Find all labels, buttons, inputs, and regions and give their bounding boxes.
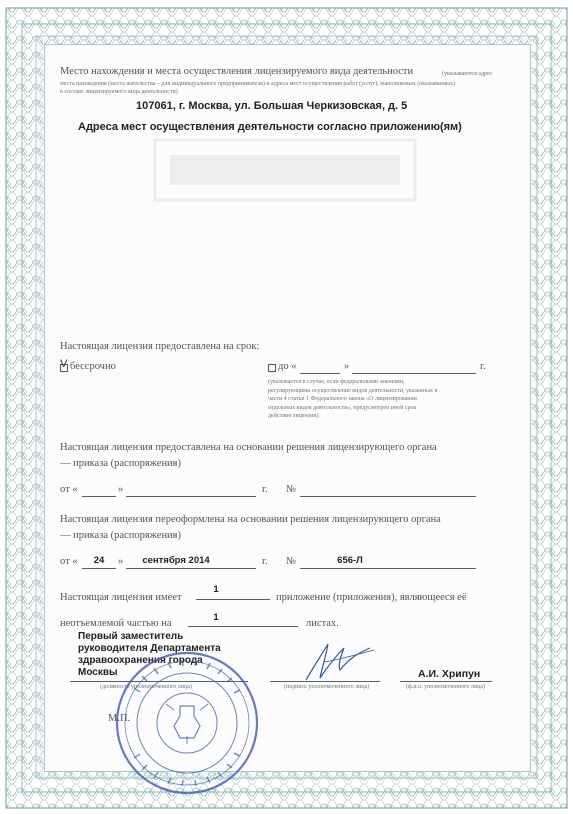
reissue-from-open: от «: [60, 556, 78, 567]
signatory-name: А.И. Хрипун: [418, 668, 481, 680]
reissue-day-line: [82, 568, 116, 569]
reissue-number-line: [300, 568, 476, 569]
reissue-line2: — приказа (распоряжения): [60, 530, 182, 541]
signature-line: [270, 681, 380, 682]
position-caption: (должность уполномоченного лица): [100, 684, 192, 690]
stamp-place-label: М.П.: [108, 713, 131, 724]
appendix-line1-pre: Настоящая лицензия имеет: [60, 592, 182, 603]
location-note-line3: в составе лицензируемого вида деятельности): [60, 89, 178, 95]
indefinite-label: бессрочно: [70, 361, 116, 372]
reissue-month-year: сентября 2014: [142, 555, 210, 566]
basis-from-close: »: [118, 484, 124, 495]
until-year-suffix: г.: [480, 361, 486, 372]
until-checkbox: [268, 364, 276, 372]
basis-from-open: от «: [60, 484, 78, 495]
check-mark: V: [60, 358, 68, 370]
position-line3: здравоохранения города: [78, 655, 203, 666]
basis-year-suffix: г.: [262, 484, 268, 495]
location-heading: Место нахождения и места осуществления лицензируемого вида деятельности: [60, 66, 414, 77]
reissue-year-suffix: г.: [262, 556, 268, 567]
license-watermark: [150, 130, 420, 210]
position-line2: руководителя Департамента: [78, 643, 221, 654]
appendix-line2-pre: неотъемлемой частью на: [60, 618, 172, 629]
basis-number-line: [300, 496, 476, 497]
official-seal: [112, 648, 262, 798]
basis-date-line: [126, 496, 256, 497]
reissue-number-sign: №: [286, 556, 297, 567]
reissue-number: 656-Л: [337, 555, 363, 566]
basis-number-sign: №: [286, 484, 297, 495]
position-line4: Москвы: [78, 667, 118, 678]
appendix-sheets: 1: [213, 612, 219, 623]
until-date-line: [352, 373, 476, 374]
basis-line1: Настоящая лицензия предоставлена на основании решения лицензирующего органа: [60, 442, 437, 453]
handwritten-signature: [300, 640, 380, 685]
attachment-note: Адреса мест осуществления деятельности согласно приложению(ям): [78, 121, 462, 133]
location-note-line2: места нахождения (места жительства – для индивидуального предпринимателя) и адреса мест осуществления работ (услуг), выполняемых (оказываемых): [60, 81, 456, 87]
appendix-sheets-line: [188, 626, 298, 627]
basis-line2: — приказа (распоряжения): [60, 458, 182, 469]
term-heading: Настоящая лицензия предоставлена на срок:: [60, 341, 260, 352]
appendix-count-line: [196, 599, 270, 600]
reissue-date-line: [126, 568, 256, 569]
appendix-line1-post: приложение (приложения), являющееся её: [276, 592, 467, 603]
position-line1: Первый заместитель: [78, 631, 184, 642]
appendix-count: 1: [213, 584, 219, 595]
until-mid: »: [344, 361, 350, 372]
term-note: (указывается в случае, если федеральными законами, регулирующими осуществление видов деятельности, указанных в части 4 статьи 1 Федерального закона «О лицензировании отдельных видов деятельности», предусмотрен иной срок действия лицензии): [268, 379, 438, 419]
appendix-line2-post: листах.: [306, 618, 339, 629]
address-value: 107061, г. Москва, ул. Большая Черкизовская, д. 5: [136, 100, 408, 112]
reissue-line1: Настоящая лицензия переоформлена на основании решения лицензирующего органа: [60, 514, 441, 525]
reissue-day: 24: [93, 555, 105, 566]
location-note-tail: (указываются адрес: [442, 71, 493, 77]
until-day-line: [300, 373, 340, 374]
name-line: [400, 681, 492, 682]
until-prefix: до «: [278, 361, 297, 372]
basis-day-line: [82, 496, 116, 497]
signature-caption: (подпись уполномоченного лица): [284, 684, 370, 690]
reissue-from-close: »: [118, 556, 124, 567]
name-caption: (ф.и.о. уполномоченного лица): [406, 684, 485, 690]
